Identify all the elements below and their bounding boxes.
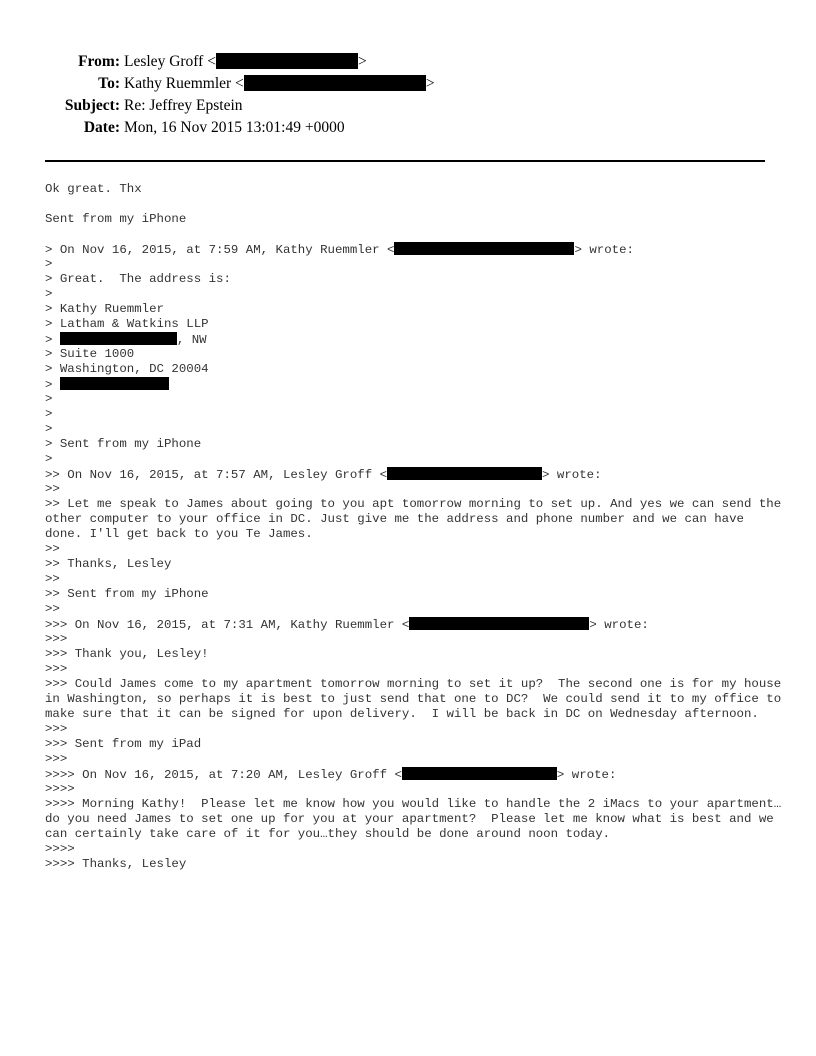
quote-header-suffix: > wrote:: [556, 768, 617, 782]
redaction-bar: [60, 377, 169, 390]
quote-line: >: [45, 257, 53, 271]
redaction-bar: [244, 75, 426, 91]
quote-line: >>>: [45, 722, 68, 736]
quote-header: [45, 467, 785, 482]
quote-paragraph: >> Let me speak to James about going to you apt tomorrow morning to set up. And yes we can send the other computer to your office in DC. Just give me the address and phone number and we can have done. I'll get back to you Te James.: [45, 497, 789, 541]
address-line: > Suite 1000: [45, 347, 135, 361]
quote-header: [45, 242, 785, 257]
body-line: Ok great. Thx: [45, 182, 142, 196]
quote-line: >: [45, 422, 53, 436]
quote-header-text: >>> On Nov 16, 2015, at 7:31 AM, Kathy Ruemmler <: [45, 618, 410, 632]
quote-line: >>: [45, 602, 60, 616]
signature-line: >>> Sent from my iPad: [45, 737, 202, 751]
redaction-bar: [216, 53, 358, 69]
quote-line: >>>>: [45, 842, 75, 856]
address-line: > Latham & Watkins LLP: [45, 317, 209, 331]
from-name: Lesley Groff <: [124, 53, 216, 70]
quote-line: >: [45, 407, 53, 421]
quote-header: [45, 767, 785, 782]
quote-line: >: [45, 287, 53, 301]
email-body: [45, 182, 789, 872]
redaction-bar: [387, 467, 542, 480]
signature-line: > Sent from my iPhone: [45, 437, 202, 451]
quote-prefix: >: [45, 333, 60, 347]
to-label: To:: [98, 75, 120, 92]
date-value: Mon, 16 Nov 2015 13:01:49 +0000: [124, 119, 345, 136]
quote-line: >>>: [45, 632, 68, 646]
date-label: Date:: [83, 119, 120, 136]
quote-header: [45, 617, 785, 632]
quote-line: >: [45, 452, 53, 466]
quote-header-suffix: > wrote:: [574, 243, 634, 257]
to-value: [124, 74, 435, 94]
to-name: Kathy Ruemmler <: [124, 75, 244, 92]
quote-paragraph: >>> Could James come to my apartment tomorrow morning to set it up? The second one is for my house in Washington, so perhaps it is best to just send that one to DC? We could send it to my office to make sure that it can be signed for upon delivery. I will be back in DC on Wednesday afternoon.: [45, 677, 789, 721]
quote-paragraph: >>>> Morning Kathy! Please let me know how you would like to handle the 2 iMacs to your apartment…do you need James to set one up for you at your apartment? Please let me know what is best and we can certainly take care of it for you…they should be done around noon today.: [45, 797, 782, 841]
quote-line: > Great. The address is:: [45, 272, 231, 286]
signature-line: Sent from my iPhone: [45, 212, 187, 226]
redaction-bar: [60, 332, 177, 345]
from-label: From:: [78, 53, 120, 70]
redaction-bar: [409, 617, 589, 630]
quote-line: >>>> Thanks, Lesley: [45, 857, 187, 871]
subject-label: Subject:: [64, 97, 120, 114]
address-line: [45, 377, 785, 392]
address-line: > Washington, DC 20004: [45, 362, 209, 376]
address-line: > Kathy Ruemmler: [45, 302, 164, 316]
redaction-bar: [394, 242, 574, 255]
quote-line: >: [45, 392, 53, 406]
quote-header-text: >> On Nov 16, 2015, at 7:57 AM, Lesley Groff <: [45, 468, 388, 482]
quote-header-text: >>>> On Nov 16, 2015, at 7:20 AM, Lesley Groff <: [45, 768, 402, 782]
header-divider: [45, 160, 765, 162]
subject-value: Re: Jeffrey Epstein: [124, 97, 243, 114]
quote-line: >>> Thank you, Lesley!: [45, 647, 209, 661]
quote-header-suffix: > wrote:: [542, 468, 602, 482]
quote-line: >>: [45, 572, 60, 586]
to-close: >: [425, 75, 435, 92]
quote-line: >>: [45, 542, 60, 556]
from-close: >: [357, 53, 367, 70]
redaction-bar: [402, 767, 557, 780]
quote-line: >>>>: [45, 782, 75, 796]
from-value: [124, 52, 367, 72]
quote-header-suffix: > wrote:: [589, 618, 649, 632]
quote-prefix: >: [45, 378, 60, 392]
quote-line: >>>: [45, 752, 68, 766]
quote-line: >>: [45, 482, 60, 496]
address-line: [45, 332, 785, 347]
quote-header-text: > On Nov 16, 2015, at 7:59 AM, Kathy Ruemmler <: [45, 243, 395, 257]
quote-line: >> Thanks, Lesley: [45, 557, 172, 571]
address-suffix: , NW: [176, 333, 207, 347]
signature-line: >> Sent from my iPhone: [45, 587, 209, 601]
quote-line: >>>: [45, 662, 68, 676]
